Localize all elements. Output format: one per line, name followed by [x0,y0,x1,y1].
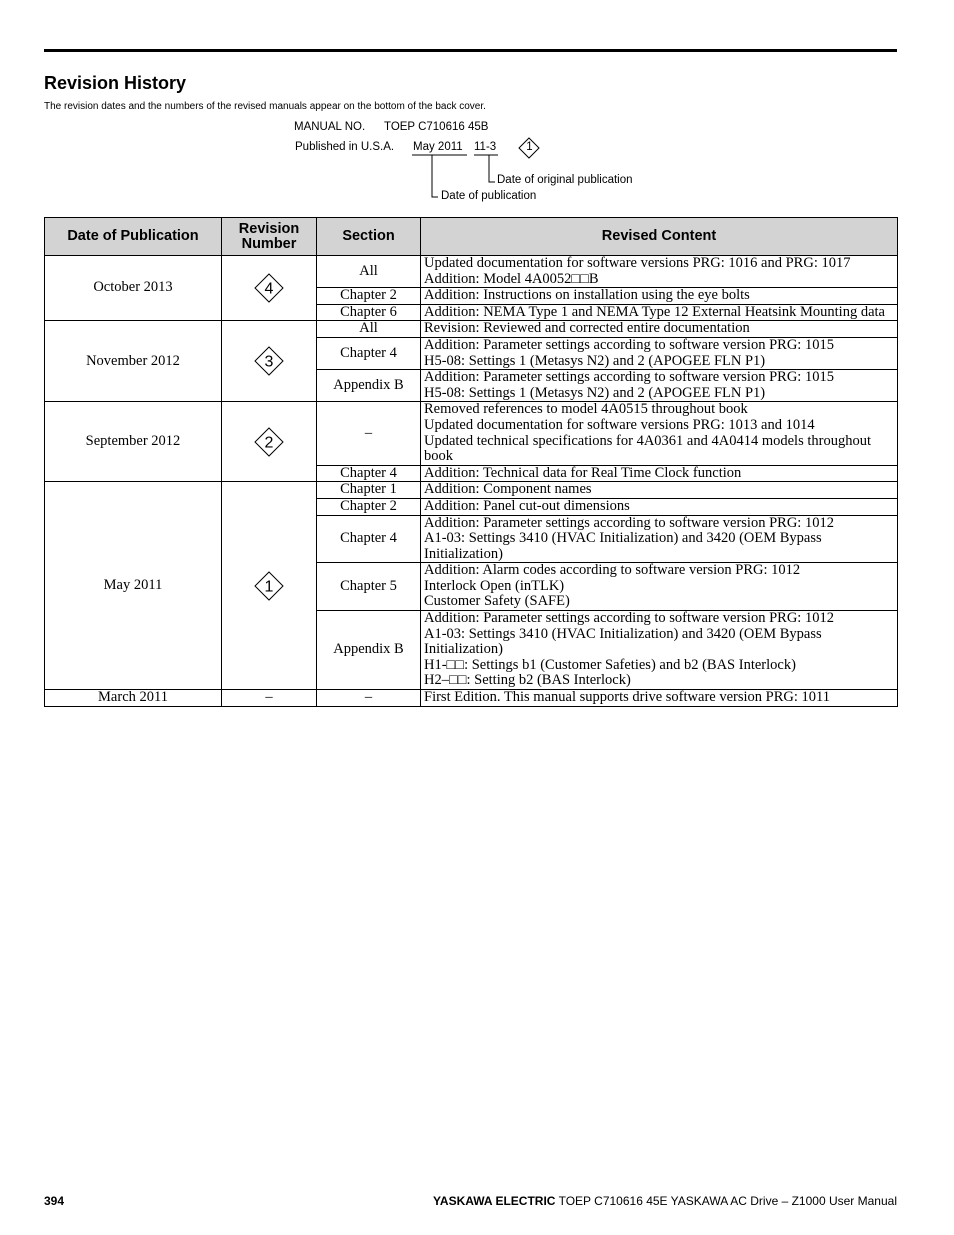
content-line: H2–□□: Setting b2 (BAS Interlock) [424,672,631,689]
content-line: Removed references to model 4A0515 throughout book [424,401,748,418]
table-row [45,690,898,707]
header-revision-line1: Revision [238,220,300,237]
table-body [45,256,898,707]
footer-doc-info [433,1194,897,1208]
revision-number-cell: – [222,690,317,707]
publication-date-cell: May 2011 [45,482,222,690]
section-cell: All [317,256,421,288]
section-cell: Chapter 4 [317,465,421,482]
section-cell: Appendix B [317,370,421,402]
revision-number-cell [222,482,317,690]
revised-content-cell [421,498,898,515]
revised-content-cell [421,482,898,499]
publication-date-cell: March 2011 [45,690,222,707]
content-line: H5-08: Settings 1 (Metasys N2) and 2 (APOGEE FLN P1) [424,352,766,369]
page-title: Revision History [44,73,187,93]
revision-number-cell [222,256,317,321]
header-revision [222,218,317,256]
revision-number: 4 [264,280,274,298]
revised-content-cell [421,337,898,369]
content-line: Updated documentation for software versions PRG: 1016 and PRG: 1017 [424,255,851,271]
original-date-value: 11-3 [474,141,497,153]
revised-content-cell [421,321,898,338]
header-date: Date of Publication [45,218,222,256]
section-cell: – [317,690,421,707]
revision-diamond-icon [253,345,285,377]
revision-diamond-icon [253,570,285,602]
section-cell: Chapter 4 [317,337,421,369]
content-line: Interlock Open (inTLK) [424,577,565,594]
revised-content-cell [421,256,898,288]
section-cell: All [317,321,421,338]
original-publication-note: Date of original publication [497,174,633,186]
content-line: Addition: Alarm codes according to software version PRG: 1012 [424,562,801,579]
section-cell: Chapter 2 [317,288,421,305]
revision-number: 3 [264,353,274,371]
header-section: Section [317,218,421,256]
table-header-row [45,218,898,256]
revision-number-cell [222,402,317,482]
table-row [45,321,898,338]
content-line: Addition: Parameter settings according to software version PRG: 1015 [424,336,834,353]
content-line: Addition: Panel cut-out dimensions [424,497,630,514]
revision-number: 2 [264,434,274,452]
content-line: Addition: NEMA Type 1 and NEMA Type 12 External Heatsink Mounting data [424,303,885,320]
revision-mark: 1 [526,141,533,153]
content-line: Addition: Parameter settings according to software version PRG: 1015 [424,369,834,386]
revised-content-cell [421,515,898,563]
content-line: A1-03: Settings 3410 (HVAC Initialization) and 3420 (OEM Bypass Initialization) [424,530,822,562]
section-cell: Chapter 1 [317,482,421,499]
publication-note: Date of publication [441,190,537,202]
manual-no-label: MANUAL NO. [294,121,366,133]
content-line: Addition: Parameter settings according to software version PRG: 1012 [424,610,834,627]
published-label: Published in U.S.A. [295,141,395,153]
content-line: H1-□□: Settings b1 (Customer Safeties) and b2 (BAS Interlock) [424,656,796,673]
content-line: Addition: Technical data for Real Time Clock function [424,464,742,481]
revised-content-cell [421,563,898,611]
revision-diamond-icon [253,426,285,458]
table-row [45,256,898,288]
table-row [45,402,898,465]
manual-no-value: TOEP C710616 45B [384,121,489,133]
footer-brand: YASKAWA ELECTRIC [433,1194,556,1208]
diagram-connector-lines [0,0,954,215]
revision-number-cell [222,321,317,402]
content-line: Updated documentation for software versions PRG: 1013 and 1014 [424,416,815,433]
revised-content-cell [421,465,898,482]
revision-diamond-icon [253,272,285,304]
content-line: A1-03: Settings 3410 (HVAC Initialization) and 3420 (OEM Bypass Initialization) [424,625,822,658]
revised-content-cell [421,304,898,321]
revised-content-cell [421,611,898,690]
revised-content-cell [421,402,898,465]
revision-number: 1 [264,578,274,596]
revised-content-cell [421,370,898,402]
section-cell: – [317,402,421,465]
content-line: Addition: Model 4A0052□□B [424,270,599,287]
content-line: Addition: Instructions on installation using the eye bolts [424,287,750,304]
page-number: 394 [44,1194,65,1208]
content-line: First Edition. This manual supports drive software version PRG: 1011 [424,689,830,706]
content-line: Updated technical specifications for 4A0361 and 4A0414 models throughout book [424,432,871,465]
revision-table [44,217,898,707]
content-line: Customer Safety (SAFE) [424,593,570,610]
section-cell: Appendix B [317,611,421,690]
publication-date-cell: November 2012 [45,321,222,402]
section-cell: Chapter 4 [317,515,421,563]
section-cell: Chapter 2 [317,498,421,515]
revised-content-cell [421,288,898,305]
header-revision-line2: Number [241,235,297,252]
publication-date-cell: October 2013 [45,256,222,321]
revised-content-cell [421,690,898,707]
publication-date-value: May 2011 [413,141,463,153]
intro-text: The revision dates and the numbers of the revised manuals appear on the bottom of the back cover. [44,101,486,112]
content-line: H5-08: Settings 1 (Metasys N2) and 2 (APOGEE FLN P1) [424,384,766,401]
section-cell: Chapter 6 [317,304,421,321]
content-line: Addition: Parameter settings according to software version PRG: 1012 [424,514,834,531]
header-content: Revised Content [421,218,898,256]
section-cell: Chapter 5 [317,563,421,611]
table-row [45,482,898,499]
content-line: Addition: Component names [424,481,592,498]
footer-doc-text: TOEP C710616 45E YASKAWA AC Drive – Z1000 User Manual [558,1194,897,1208]
content-line: Revision: Reviewed and corrected entire documentation [424,320,750,337]
publication-date-cell: September 2012 [45,402,222,482]
